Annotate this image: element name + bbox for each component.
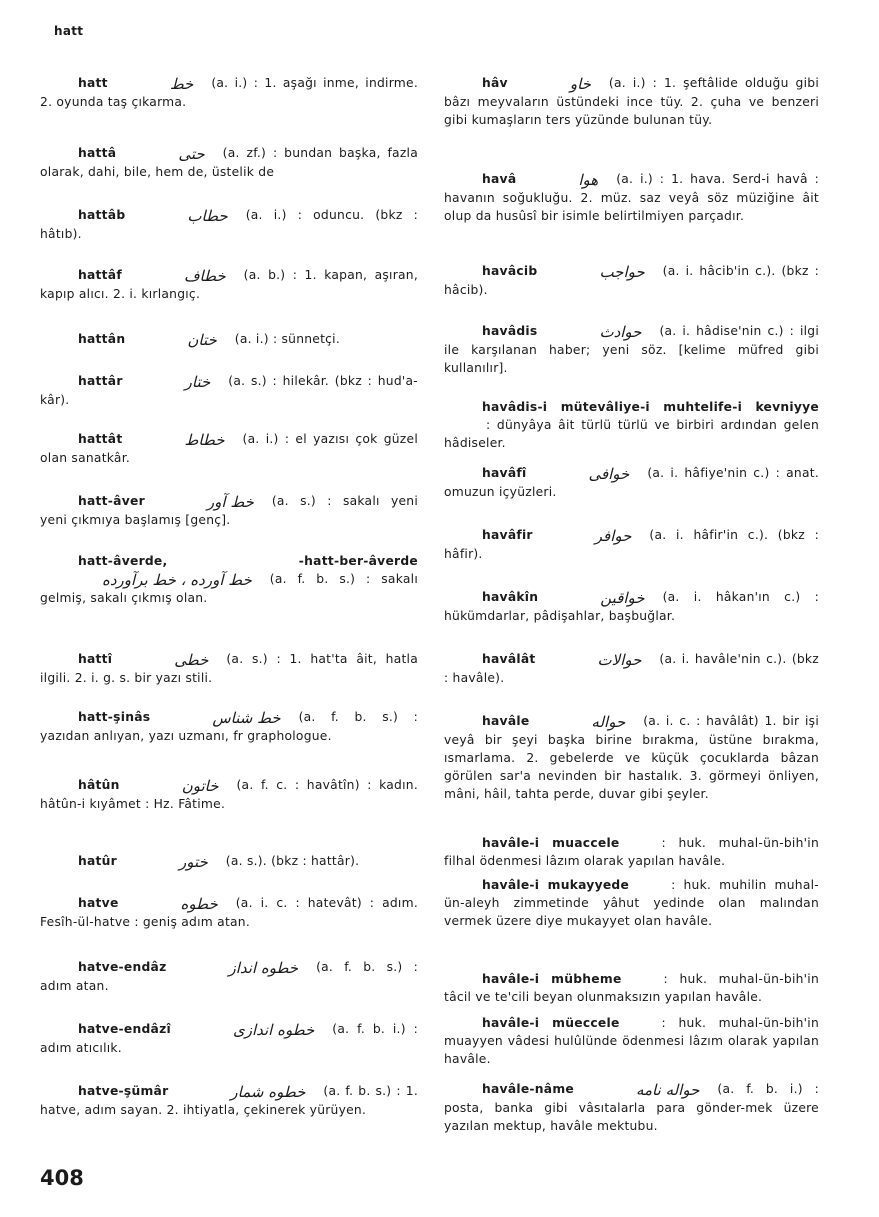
arabic-script: حواجب (599, 263, 645, 281)
arabic-script: خط آورده ، خط برآورده (102, 571, 252, 589)
definition: (a. f. b. s.) : 1. hatve, adım sayan. 2. ihtiyatla, çekinerek yürüyen. (40, 1084, 418, 1117)
definition: (a. i. hâdise'nin c.) : ilgi ile karşılanan haber; yeni söz. [kelime müfred gibi kullanılır]. (444, 324, 819, 375)
dictionary-entry (444, 322, 819, 377)
headword: hattî (78, 652, 113, 666)
definition: (a. s.) : 1. hat'ta âit, hatla ilgili. 2. i. g. s. bir yazı stili. (40, 652, 418, 685)
dictionary-entry (40, 958, 418, 995)
definition: (a. i.) : 1. hava. Serd-i havâ : havanın soğukluğu. 2. müz. saz veyâ söz müziğine âit olup da husûsî bir isimle belirtilmiyen parçadır. (444, 172, 819, 223)
dictionary-entry (444, 834, 819, 870)
headword: hatve-şümâr (78, 1084, 169, 1098)
arabic-script: حطاب (187, 207, 228, 225)
arabic-script: حوافر (594, 527, 632, 545)
headword: havâle-i mübheme (482, 972, 622, 986)
headword: hatve (78, 896, 119, 910)
dictionary-entry (40, 650, 418, 687)
dictionary-entry (40, 266, 418, 303)
dictionary-entry (444, 1080, 819, 1135)
definition: (a. i. havâle'nin c.). (bkz : havâle). (444, 652, 819, 685)
arabic-script: ختار (184, 373, 211, 391)
definition: : huk. muhal-ün-bih'in muayyen vâdesi hulûlünde ödenmesi lâzım olarak yapılan havâle. (444, 1016, 819, 1066)
arabic-script: خاو (569, 75, 591, 93)
headword: hattâ (78, 146, 117, 160)
headword: havâle-nâme (482, 1082, 574, 1096)
arabic-script: خط (169, 75, 194, 93)
definition: : dünyâya âit türlü türlü ve birbiri ardından gelen hâdiseler. (444, 418, 819, 450)
headword: havâkîn (482, 590, 539, 604)
definition: (a. b.) : 1. kapan, aşıran, kapıp alıcı. 2. i. kırlangıç. (40, 268, 418, 301)
definition: (a. f. b. i.) : adım atıcılık. (40, 1022, 418, 1055)
headword: havâfî (482, 466, 527, 480)
dictionary-entry (40, 144, 418, 181)
dictionary-entry (40, 894, 418, 931)
dictionary-entry (40, 1020, 418, 1057)
arabic-script: خوافى (588, 465, 630, 483)
headword: hattât (78, 432, 123, 446)
dictionary-entry (40, 330, 418, 349)
headword: havâdis-i mütevâliye-i muhtelife-i kevniyye (482, 400, 819, 414)
headword: havâ (482, 172, 517, 186)
definition: (a. f. c. : havâtîn) : kadın. hâtûn-i kıyâmet : Hz. Fâtime. (40, 778, 418, 811)
arabic-script: حتى (178, 145, 205, 163)
arabic-script: حوالات (597, 651, 642, 669)
arabic-script: خطوه شمار (230, 1083, 306, 1101)
dictionary-entry (444, 74, 819, 129)
arabic-script: خطوه اندازى (232, 1021, 315, 1039)
headword: hatûr (78, 854, 117, 868)
dictionary-entry (444, 526, 819, 563)
definition: (a. i.) : el yazısı çok güzel olan sanatkâr. (40, 432, 418, 465)
arabic-script: ختان (187, 331, 217, 349)
definition: (a. i. c. : havâlât) 1. bir işi veyâ bir şeyi başka birine bırakma, üstüne bırakma, ısmarlama. 2. gebelerde ve küçük çocuklarda bâzan görülen sar'a nevinden bir hastalık. 3. görmeyi önliyen, mâni, hâil, tahta perde, duvar gibi şeyler. (444, 714, 819, 801)
headword: havâle-i muaccele (482, 836, 620, 850)
arabic-script: خطى (174, 651, 209, 669)
page-number: 408 (40, 1166, 84, 1190)
dictionary-entry (444, 970, 819, 1006)
dictionary-entry (444, 876, 819, 930)
definition: (a. i. hâcib'in c.). (bkz : hâcib). (444, 264, 819, 297)
headword: hattân (78, 332, 126, 346)
running-head: hatt (54, 24, 84, 38)
dictionary-entry (40, 708, 418, 745)
arabic-script: خطوه (180, 895, 218, 913)
dictionary-entry (40, 430, 418, 467)
headword: hatt-âver (78, 494, 145, 508)
arabic-script: حواله نامه (635, 1081, 700, 1099)
dictionary-entry (40, 852, 418, 871)
arabic-script: خط شناس (212, 709, 281, 727)
headword: hattâb (78, 208, 126, 222)
definition: (a. zf.) : bundan başka, fazla olarak, dahi, bile, hem de, üstelik de (40, 146, 418, 179)
headword: hattâr (78, 374, 123, 388)
arabic-script: حواله (591, 713, 626, 731)
arabic-script: خط آور (206, 493, 254, 511)
arabic-script: خطوه انداز (228, 959, 299, 977)
dictionary-entry (444, 712, 819, 803)
headword: havâle (482, 714, 530, 728)
definition: (a. i. hâfir'in c.). (bkz : hâfir). (444, 528, 819, 561)
definition: (a. s.). (bkz : hattâr). (225, 854, 360, 868)
headword: hâv (482, 76, 508, 90)
definition: : huk. muhal-ün-bih'in tâcil ve te'cili beyan olunmaksızın yapılan havâle. (444, 972, 820, 1004)
dictionary-entry (444, 650, 819, 687)
definition: (a. s.) : hilekâr. (bkz : hud'a-kâr). (40, 374, 418, 407)
arabic-script: حوادث (599, 323, 642, 341)
dictionary-entry (444, 464, 819, 501)
definition: (a. f. b. s.) : yazıdan anlıyan, yazı uzmanı, fr graphologue. (40, 710, 418, 743)
dictionary-entry (444, 588, 819, 625)
headword: hatve-endâzî (78, 1022, 171, 1036)
headword: hatt (78, 76, 108, 90)
headword: hatve-endâz (78, 960, 167, 974)
headword: havâcib (482, 264, 538, 278)
dictionary-entry (40, 372, 418, 409)
headword: havâfir (482, 528, 533, 542)
dictionary-entry (444, 262, 819, 299)
definition: (a. i. hâkan'ın c.) : hükümdarlar, pâdişahlar, başbuğlar. (444, 590, 819, 623)
headword: havâlât (482, 652, 536, 666)
arabic-script: خطاط (184, 431, 225, 449)
dictionary-entry (40, 206, 418, 243)
arabic-script: خواقين (600, 589, 645, 607)
headword: havâdis (482, 324, 538, 338)
definition: (a. f. b. i.) : posta, banka gibi vâsıtalarla para gönder-mek üzere yazılan mektup, havâle mektubu. (444, 1082, 819, 1133)
dictionary-entry (40, 552, 418, 607)
definition: (a. i. hâfiye'nin c.) : anat. omuzun içyüzleri. (444, 466, 819, 499)
arabic-script: هوا (578, 171, 599, 189)
definition: (a. i.) : 1. şeftâlide olduğu gibi bâzı meyvaların üstündeki ince tüy. 2. çuha ve benzeri gibi kumaşların ters yüzünde bulunan tüy. (444, 76, 819, 127)
headword: hattâf (78, 268, 122, 282)
definition: (a. s.) : sakalı yeni yeni çıkmıya başlamış [genç]. (40, 494, 418, 527)
definition: (a. i.) : sünnetçi. (234, 332, 341, 346)
headword: hatt-şinâs (78, 710, 151, 724)
headword: havâle-i müeccele (482, 1016, 620, 1030)
definition: : huk. muhal-ün-bih'in filhal ödenmesi lâzım olarak yapılan havâle. (444, 836, 819, 868)
dictionary-entry (40, 1082, 418, 1119)
dictionary-entry (40, 776, 418, 813)
dictionary-entry (40, 492, 418, 529)
dictionary-entry (40, 74, 418, 111)
arabic-script: ختور (179, 853, 208, 871)
dictionary-entry (444, 398, 819, 452)
definition: (a. i.) : 1. aşağı inme, indirme. 2. oyunda taş çıkarma. (40, 76, 418, 109)
definition: (a. f. b. s.) : sakalı gelmiş, sakalı çıkmış olan. (40, 572, 418, 605)
arabic-script: خاتون (181, 777, 219, 795)
headword: hâtûn (78, 778, 120, 792)
definition: (a. f. b. s.) : adım atan. (40, 960, 418, 993)
dictionary-entry (444, 1014, 819, 1068)
definition: : huk. muhilin muhal-ün-aleyh zimmetinde yâhut yedinde olan malından vermek üzere diye mukayyet olan havâle. (444, 878, 819, 928)
headword: hatt-âverde, -hatt-ber-âverde (78, 554, 418, 568)
headword: havâle-i mukayyede (482, 878, 630, 892)
definition: (a. i. c. : hatevât) : adım. Fesîh-ül-hatve : geniş adım atan. (40, 896, 418, 929)
definition: (a. i.) : oduncu. (bkz : hâtıb). (40, 208, 418, 241)
arabic-script: خطاف (183, 267, 226, 285)
dictionary-entry (444, 170, 819, 225)
